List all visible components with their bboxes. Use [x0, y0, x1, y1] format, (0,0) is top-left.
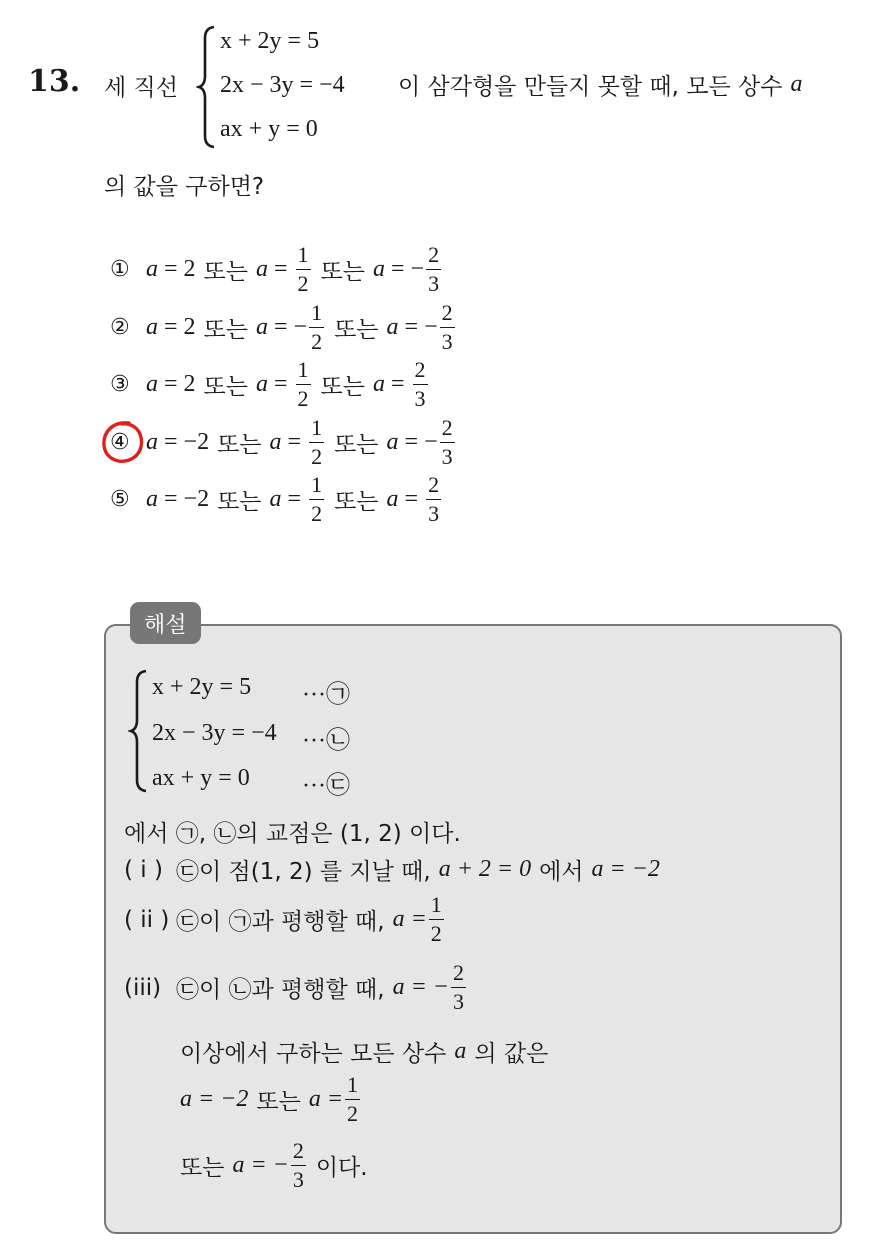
option-value1: 2 — [183, 371, 196, 397]
case2-label: ( ii ) — [124, 906, 170, 933]
case1-mid: 에서 — [539, 859, 584, 885]
option-equals: = — [384, 256, 411, 282]
option-den3: 3 — [441, 329, 453, 354]
option-den3: 3 — [414, 386, 426, 411]
option-or: 또는 — [217, 489, 262, 515]
option-num2: 1 — [309, 302, 324, 328]
case1-text: ㉢이 점(1, 2) 를 지날 때, — [176, 859, 431, 885]
case2-den: 2 — [430, 921, 442, 946]
option-den3: 3 — [428, 271, 440, 296]
option-marker: ④ — [110, 430, 130, 455]
solution-ref2: ···㉡ — [302, 728, 350, 754]
option-equals: = — [158, 486, 184, 512]
option-den2: 2 — [297, 386, 309, 411]
concl2-lhs: a = −2 — [180, 1086, 249, 1112]
option-or: 또는 — [334, 489, 379, 515]
option-den3: 3 — [428, 501, 440, 526]
option-fraction2 — [296, 244, 311, 295]
option-den2: 2 — [297, 271, 309, 296]
option-fraction3 — [426, 244, 441, 295]
option-den2: 2 — [311, 329, 323, 354]
option-fraction2 — [309, 474, 324, 525]
option-value1: 2 — [183, 256, 196, 282]
question-line2: 의 값을 구하면? — [104, 174, 265, 200]
option-equals: = — [281, 429, 308, 455]
option-equals: = — [158, 314, 184, 340]
option-num3: 2 — [426, 244, 441, 270]
case2-text: ㉢이 ㉠과 평행할 때, — [176, 909, 385, 935]
option-fraction2 — [309, 417, 324, 468]
answer-option[interactable] — [110, 474, 443, 525]
option-equals: = — [398, 429, 425, 455]
question-var: a — [790, 71, 803, 97]
answer-option[interactable] — [110, 302, 457, 353]
case3-text: ㉢이 ㉡과 평행할 때, — [176, 977, 385, 1003]
option-equals: = — [281, 486, 308, 512]
option-var: a — [386, 314, 399, 340]
concl1-text-b: 의 값은 — [474, 1041, 549, 1067]
option-equals: = — [158, 371, 184, 397]
option-equals: = — [398, 314, 425, 340]
answer-option[interactable] — [110, 244, 443, 295]
option-den2: 2 — [311, 444, 323, 469]
concl3-or: 또는 — [180, 1155, 225, 1181]
option-or: 또는 — [203, 374, 248, 400]
option-sign3: − — [424, 314, 438, 340]
case1-result: a = −2 — [591, 856, 660, 882]
option-var: a — [255, 371, 268, 397]
option-marker: ① — [110, 257, 130, 282]
option-or: 또는 — [320, 259, 365, 285]
case2-fraction — [429, 894, 444, 945]
option-equals: = — [267, 256, 294, 282]
concl1-text-a: 이상에서 구하는 모든 상수 — [180, 1041, 447, 1067]
option-var: a — [269, 429, 282, 455]
solution-case1 — [124, 853, 660, 886]
case2-num: 1 — [429, 894, 444, 920]
option-num2: 1 — [309, 474, 324, 500]
option-var: a — [372, 371, 385, 397]
option-num2: 1 — [309, 417, 324, 443]
solution-eq2: 2x − 3y = −4 — [152, 720, 277, 746]
option-sign3: − — [424, 429, 438, 455]
concl2-fraction — [345, 1074, 360, 1125]
option-equals: = — [267, 371, 294, 397]
case3-fraction — [451, 962, 466, 1013]
option-or: 또는 — [217, 432, 262, 458]
case2-lhs: a = — [392, 906, 427, 932]
case1-label: ( i ) — [124, 856, 163, 883]
option-equals: = — [158, 429, 184, 455]
option-value1: −2 — [183, 486, 210, 512]
option-var: a — [146, 371, 158, 397]
option-marker: ③ — [110, 372, 130, 397]
option-num2: 1 — [296, 244, 311, 270]
concl3-den: 3 — [292, 1167, 304, 1192]
system-brace — [196, 24, 218, 150]
concl3-num: 2 — [291, 1140, 306, 1166]
case3-num: 2 — [451, 962, 466, 988]
system-eq3: ax + y = 0 — [220, 116, 318, 142]
problem-number: 13. — [28, 64, 81, 99]
option-fraction3 — [440, 302, 455, 353]
question-text-a: 이 삼각형을 만들지 못할 때, 모든 상수 — [398, 74, 783, 100]
option-num3: 2 — [440, 302, 455, 328]
option-value1: −2 — [183, 429, 210, 455]
concl2-or: 또는 — [256, 1089, 301, 1115]
solution-case3 — [124, 962, 468, 1013]
system-eq2: 2x − 3y = −4 — [220, 72, 345, 98]
case3-den: 3 — [452, 989, 464, 1014]
option-fraction3 — [413, 359, 428, 410]
answer-option[interactable] — [110, 417, 457, 468]
option-var: a — [386, 429, 399, 455]
option-var: a — [372, 256, 385, 282]
solution-conclusion1 — [180, 1035, 548, 1068]
option-var: a — [146, 429, 158, 455]
solution-conclusion3 — [180, 1140, 368, 1191]
option-fraction3 — [440, 417, 455, 468]
option-var: a — [255, 314, 268, 340]
option-var: a — [255, 256, 268, 282]
concl1-var: a — [454, 1038, 467, 1064]
option-sign3: − — [410, 256, 425, 282]
concl2-rhs: a = — [308, 1086, 344, 1112]
solution-case2 — [124, 894, 446, 945]
solution-conclusion2 — [180, 1074, 362, 1125]
option-or: 또는 — [203, 259, 248, 285]
option-den2: 2 — [311, 501, 323, 526]
option-num3: 2 — [426, 474, 441, 500]
solution-brace — [128, 668, 150, 794]
option-den3: 3 — [441, 444, 453, 469]
option-equals: = — [158, 256, 184, 282]
system-eq1: x + 2y = 5 — [220, 28, 320, 54]
solution-tag: 해설 — [130, 602, 201, 644]
option-or: 또는 — [203, 317, 248, 343]
case3-lhs: a = − — [392, 974, 449, 1000]
option-var: a — [146, 314, 158, 340]
concl3-rhs: a = − — [232, 1152, 289, 1178]
option-equals: = — [398, 486, 425, 512]
concl3-end: 이다. — [315, 1155, 368, 1181]
concl2-num: 1 — [345, 1074, 360, 1100]
solution-ref1: ···㉠ — [302, 682, 350, 708]
answer-option[interactable] — [110, 359, 430, 410]
option-var: a — [146, 256, 158, 282]
option-num3: 2 — [413, 359, 428, 385]
option-marker: ⑤ — [110, 487, 130, 512]
solution-intersection-line: 에서 ㉠, ㉡의 교점은 (1, 2) 이다. — [124, 821, 461, 847]
problem-intro: 세 직선 — [104, 75, 178, 101]
solution-eq1: x + 2y = 5 — [152, 674, 252, 700]
case1-eq: a + 2 = 0 — [438, 856, 532, 882]
option-or: 또는 — [334, 432, 379, 458]
option-num3: 2 — [440, 417, 455, 443]
option-fraction2 — [296, 359, 311, 410]
option-equals: = — [267, 314, 294, 340]
option-var: a — [269, 486, 282, 512]
option-marker: ② — [110, 315, 130, 340]
question-line1 — [398, 68, 802, 101]
answer-check-mark — [99, 418, 147, 466]
option-or: 또는 — [320, 374, 365, 400]
option-or: 또는 — [334, 317, 379, 343]
option-var: a — [146, 486, 158, 512]
option-equals: = — [384, 371, 411, 397]
option-num2: 1 — [296, 359, 311, 385]
solution-ref3: ···㉢ — [302, 773, 350, 799]
concl3-fraction — [291, 1140, 306, 1191]
option-fraction3 — [426, 474, 441, 525]
option-fraction2 — [309, 302, 324, 353]
option-sign2: − — [293, 314, 308, 340]
concl2-den: 2 — [347, 1101, 359, 1126]
option-value1: 2 — [183, 314, 196, 340]
option-var: a — [386, 486, 399, 512]
case3-label: (iii) — [124, 974, 162, 1001]
solution-eq3: ax + y = 0 — [152, 765, 250, 791]
